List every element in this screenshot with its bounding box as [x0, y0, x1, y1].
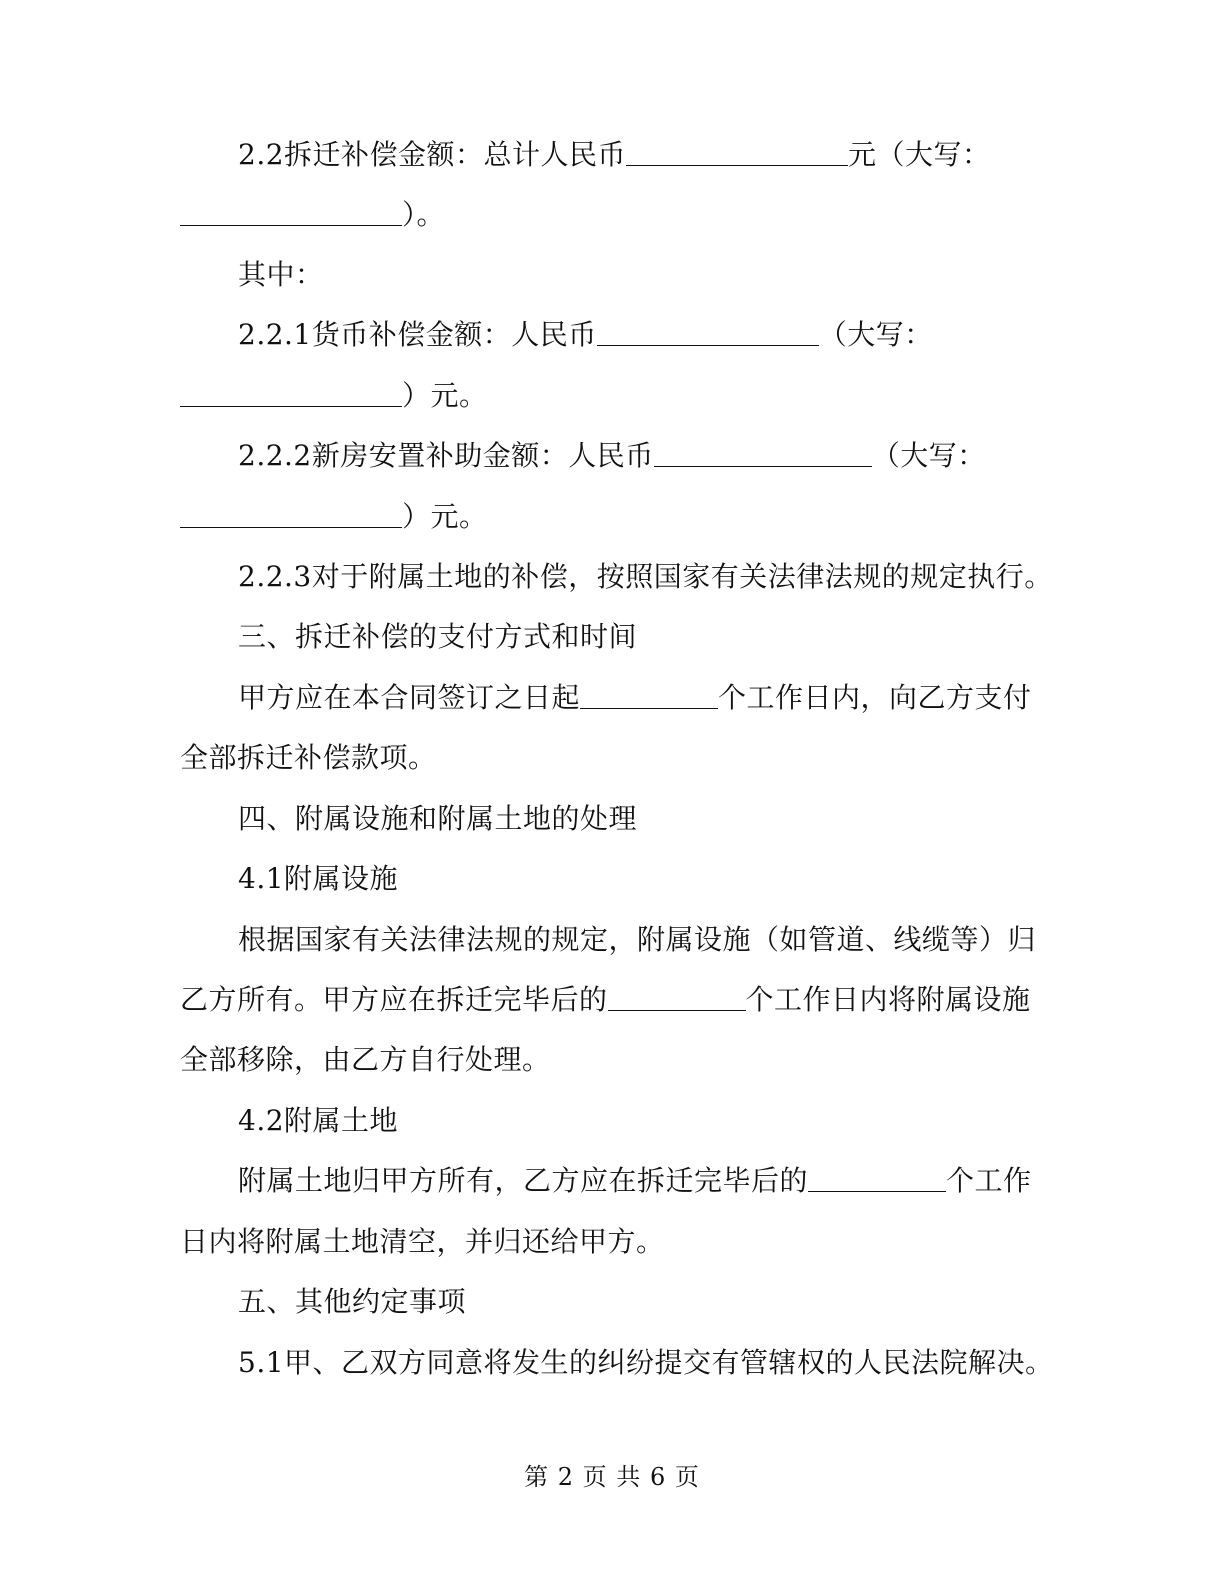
clause-text: （大写： [871, 439, 986, 472]
clause-4-2-paragraph-line-1 [238, 1161, 1098, 1201]
amount-blank [597, 319, 819, 346]
clause-text: 甲方应在本合同签订之日起 [238, 681, 581, 714]
clause-text: 个工作日内，向乙方支付 [718, 681, 1032, 714]
days-blank [580, 682, 718, 709]
clause-text: 全部移除，由乙方自行处理。 [180, 1043, 551, 1076]
clause-4-1-paragraph-line-3 [180, 1040, 1040, 1080]
clause-2-2-uppercase-line [180, 195, 1040, 235]
clause-2-2-2-uppercase-line [180, 497, 1040, 537]
clause-text: 2.2.3对于附属土地的补偿，按照国家有关法律法规的规定执行。 [238, 560, 1053, 593]
clause-text: 全部拆迁补偿款项。 [180, 741, 437, 774]
clause-text: 2.2.2新房安置补助金额：人民币 [238, 439, 654, 472]
clause-text: ）。 [402, 198, 446, 231]
clause-text: 根据国家有关法律法规的规定，附属设施（如管道、线缆等）归 [238, 923, 1037, 956]
clause-4-2-paragraph-line-2 [180, 1222, 1040, 1262]
clause-text: 乙方所有。甲方应在拆迁完毕后的 [180, 983, 608, 1016]
clause-2-2-2-resettlement [238, 436, 1098, 476]
clause-text: （大写： [818, 318, 933, 351]
amount-blank [626, 139, 848, 166]
clause-4-1-heading [238, 859, 1098, 899]
clause-text: 2.2拆迁补偿金额：总计人民币 [238, 138, 627, 171]
clause-2-2-total-compensation [238, 135, 1098, 175]
clause-heading: 4.2附属土地 [238, 1104, 399, 1137]
clause-text: ）元。 [402, 379, 488, 412]
section-3-paragraph-line-2 [180, 738, 1040, 778]
clause-4-1-paragraph-line-1 [238, 920, 1098, 960]
clause-4-2-heading [238, 1101, 1098, 1141]
page-number-footer: 第 2 页 共 6 页 [524, 1463, 700, 1491]
clause-2-2-3-land [238, 557, 1098, 597]
clause-5-1 [238, 1343, 1098, 1383]
clause-text: 5.1甲、乙双方同意将发生的纠纷提交有管辖权的人民法院解决。 [238, 1346, 1054, 1379]
section-heading: 五、其他约定事项 [238, 1285, 467, 1318]
section-3-paragraph-line-1 [238, 678, 1098, 718]
clause-text: ）元。 [402, 500, 488, 533]
clause-4-1-paragraph-line-2 [180, 980, 1040, 1020]
among-them-label [238, 255, 1098, 295]
section-3-heading [238, 617, 1098, 657]
uppercase-amount-blank [180, 199, 402, 226]
days-blank [808, 1165, 946, 1192]
clause-text: 个工作日内将附属设施 [745, 983, 1031, 1016]
clause-text: 元（大写： [848, 138, 991, 171]
clause-text: 2.2.1货币补偿金额：人民币 [238, 318, 597, 351]
clause-text: 个工作 [946, 1164, 1032, 1197]
section-heading: 三、拆迁补偿的支付方式和时间 [238, 620, 638, 653]
amount-blank [654, 440, 872, 467]
clause-text: 附属土地归甲方所有，乙方应在拆迁完毕后的 [238, 1164, 809, 1197]
clause-text: 日内将附属土地清空，并归还给甲方。 [180, 1225, 665, 1258]
clause-heading: 4.1附属设施 [238, 862, 399, 895]
section-4-heading [238, 799, 1098, 839]
uppercase-amount-blank [180, 501, 402, 528]
days-blank [608, 984, 746, 1011]
section-5-heading [238, 1282, 1098, 1322]
clause-2-2-1-uppercase-line [180, 376, 1040, 416]
clause-2-2-1-monetary [238, 315, 1098, 355]
uppercase-amount-blank [180, 380, 402, 407]
clause-text: 其中： [238, 258, 324, 291]
section-heading: 四、附属设施和附属土地的处理 [238, 802, 638, 835]
